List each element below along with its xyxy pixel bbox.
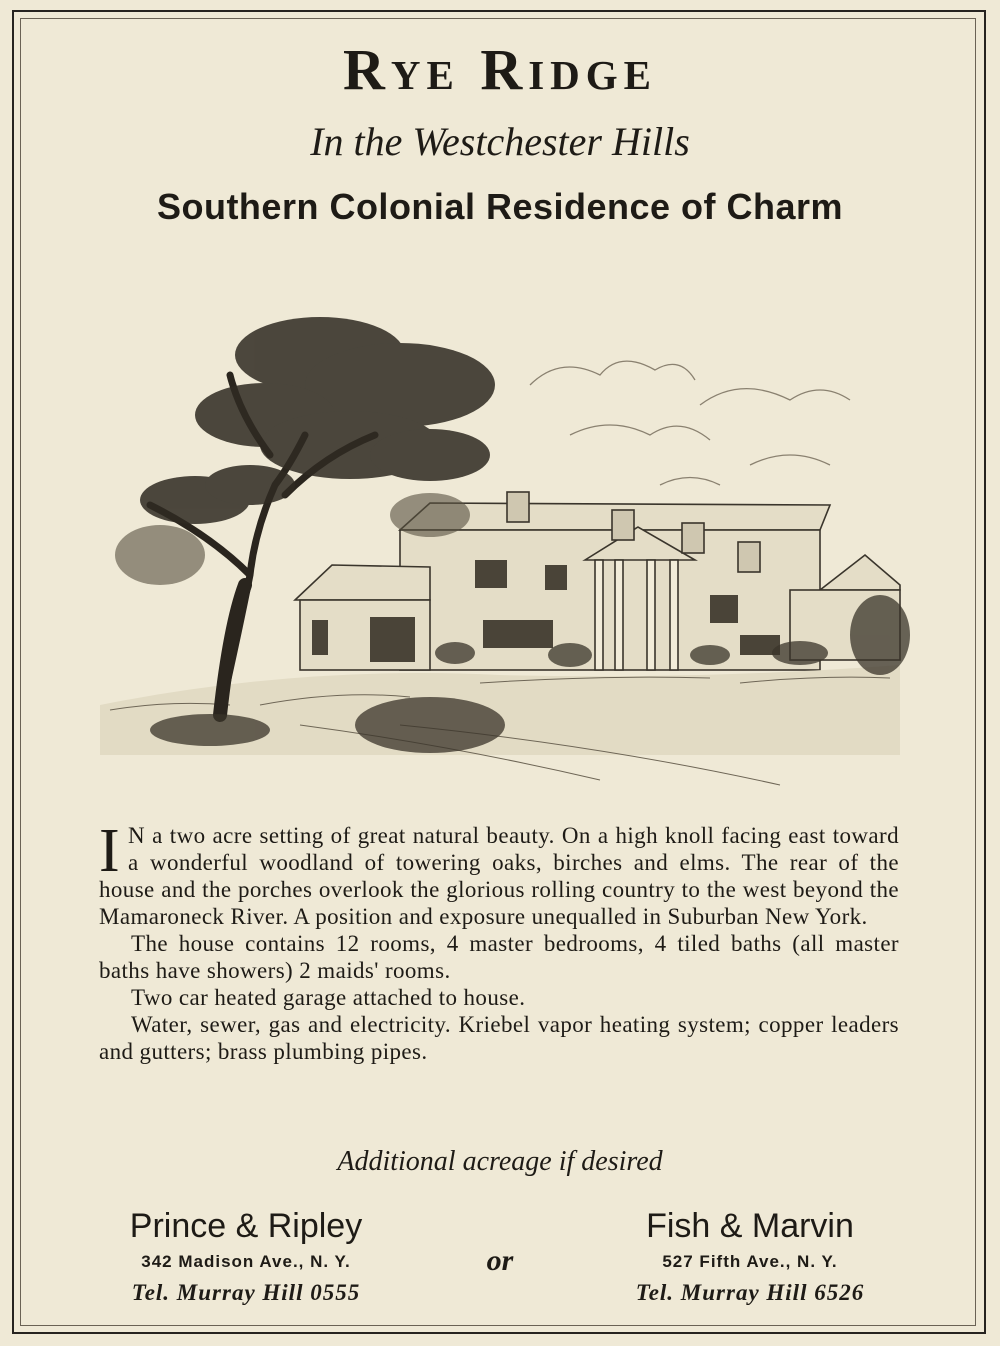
agent-name: Prince & Ripley	[129, 1207, 363, 1245]
paragraph-utilities: Water, sewer, gas and electricity. Kriebel vapor heating system; copper leaders and gutters; brass plumbing pipes.	[99, 1012, 899, 1064]
agent-prince-ripley	[76, 1206, 416, 1306]
additional-acreage: Additional acreage if desired	[337, 1146, 663, 1177]
agent-telephone: Tel. Murray Hill 0555	[131, 1280, 361, 1305]
paragraph-setting: N a two acre setting of great natural beauty. On a high knoll facing east toward a wonderful woodland of towering oaks, birches and elms. The rear of the house and the porches overlook the glorious rolling country to the west beyond the Mamaroneck River. A position and exposure unequalled in Suburban New York.	[99, 823, 899, 929]
agent-address: 342 Madison Ave., N. Y.	[141, 1252, 351, 1271]
paragraph-garage: Two car heated garage attached to house.	[131, 985, 526, 1010]
agent-name: Fish & Marvin	[646, 1207, 854, 1245]
drop-cap: I	[99, 817, 121, 885]
agent-fish-marvin	[580, 1206, 920, 1306]
ad-title: Rye Ridge	[342, 37, 658, 102]
ad-headline: Southern Colonial Residence of Charm	[156, 186, 844, 227]
or-separator: or	[486, 1244, 514, 1277]
paragraph-rooms: The house contains 12 rooms, 4 master bedrooms, 4 tiled baths (all master baths have showers) 2 maids' rooms.	[99, 931, 899, 983]
agent-address: 527 Fifth Ave., N. Y.	[662, 1252, 838, 1271]
ad-subtitle: In the Westchester Hills	[310, 119, 690, 164]
agent-telephone: Tel. Murray Hill 6526	[635, 1280, 865, 1305]
description	[99, 817, 899, 1065]
house-illustration	[100, 255, 910, 795]
